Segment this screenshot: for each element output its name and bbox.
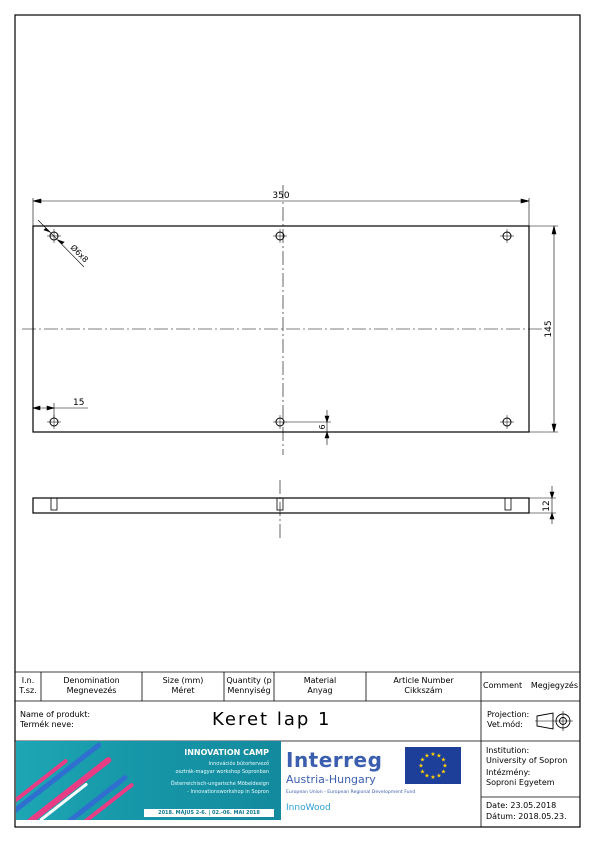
top-view [22, 185, 558, 455]
banner-dates: 2018. MÁJUS 2-6. | 02.-06. MAI 2018 [144, 809, 274, 817]
header-quantity: Quantity (p Mennyiség [226, 677, 272, 695]
svg-text:★: ★ [430, 751, 436, 758]
dim-length [33, 198, 529, 226]
svg-text:★: ★ [430, 774, 436, 781]
interreg-project: InnoWood [286, 803, 331, 813]
header-size: Size (mm) Méret [162, 676, 204, 695]
banner-line: - Innovationsworkshop in Sopron [187, 789, 269, 795]
hole-label: Ø6x8 [68, 243, 90, 265]
header-denomination: Denomination Megnevezés [63, 676, 120, 695]
side-outline [33, 498, 529, 513]
interreg-title: Interreg [286, 748, 383, 772]
product-label: Name of produkt: Termék neve: [20, 710, 91, 729]
svg-text:★: ★ [419, 756, 426, 764]
header-material: Material Anyag [303, 676, 337, 695]
innovation-camp-banner [16, 741, 281, 820]
dim-length-label: 350 [272, 191, 290, 201]
dim-thickness-label: 12 [542, 500, 552, 512]
banner-line: osztrák-magyar workshop Sopronban [175, 769, 269, 775]
banner-line: Österreichisch-ungarische Möbeldesign [170, 781, 269, 787]
svg-text:★: ★ [442, 762, 448, 770]
header-comment: Comment Megjegyzés [483, 681, 578, 690]
hole-leader [38, 220, 84, 267]
projection-label: Projection: Vet.mód: [487, 710, 530, 729]
side-view [33, 480, 556, 540]
institution-block: Institution: University of Sopron Intézmény: Soproni Egyetem [486, 746, 568, 787]
header-item-no: I.n. T.sz. [19, 676, 37, 695]
svg-text:★: ★ [418, 762, 424, 770]
interreg-subtitle: Austria-Hungary [286, 773, 376, 786]
banner-title: INNOVATION CAMP [184, 748, 269, 757]
interreg-logo-block [283, 741, 480, 820]
svg-text:★: ★ [440, 768, 447, 776]
banner-line: Innovációs bútortervező [208, 761, 269, 767]
svg-text:★: ★ [436, 772, 442, 780]
date-block: Date: 23.05.2018 Dátum: 2018.05.23. [486, 801, 567, 821]
svg-text:★: ★ [424, 772, 430, 780]
dim-edge-offset-label: 15 [73, 398, 85, 408]
projection-symbol-icon [535, 710, 575, 732]
interreg-fund: European Union - European Regional Development Fund [286, 790, 416, 795]
product-name: Keret lap 1 [212, 709, 332, 730]
svg-text:★: ★ [440, 756, 447, 764]
eu-flag-icon [405, 747, 461, 784]
svg-text:★: ★ [424, 752, 430, 760]
svg-text:★: ★ [436, 752, 442, 760]
header-article: Article Number Cikkszám [393, 676, 454, 695]
dim-small-label: 6 [318, 424, 327, 430]
sheet-border [15, 15, 580, 827]
dim-height-label: 145 [544, 320, 554, 338]
svg-text:★: ★ [419, 768, 426, 776]
